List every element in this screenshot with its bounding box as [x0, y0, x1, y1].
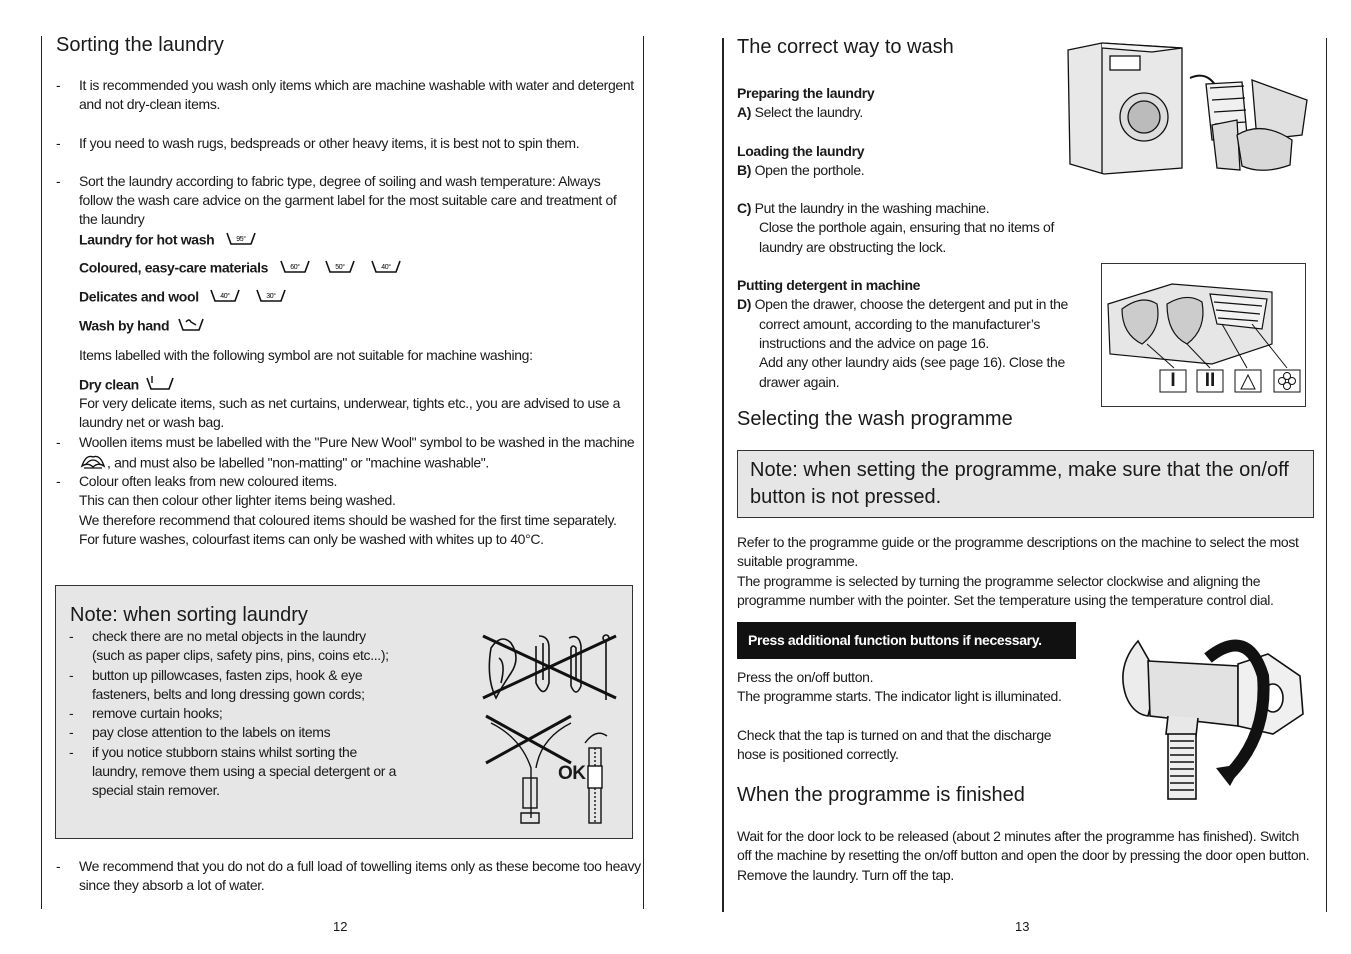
dryclean-text: For very delicate items, such as net curtains, underwear, tights etc., you are advised to use a laundry net or wash bag.	[79, 395, 621, 431]
bullet-text: If you need to wash rugs, bedspreads or other heavy items, it is best not to spin them.	[79, 134, 580, 151]
note-item: - pay close attention to the labels on items	[69, 724, 331, 741]
wash-temp-label: 50°	[335, 264, 345, 271]
step-b-label: B)	[737, 161, 752, 178]
note-item-text: button up pillowcases, fasten zips, hook & eye fasteners, belts and long dressing gown cords;	[92, 666, 365, 702]
select-note-box	[737, 450, 1314, 518]
colour-line: For future washes, colourfast items can only be washed with whites up to 40°C.	[79, 530, 544, 547]
wash-temp-label: 40°	[220, 293, 231, 300]
care-hot-row	[79, 230, 256, 251]
note-item-text: check there are no metal objects in the laundry (such as paper clips, safety pins, pins, coins etc...);	[92, 628, 389, 664]
page-number-left: 12	[333, 919, 348, 934]
preparing-section	[737, 84, 1077, 392]
hand-wash-icon	[178, 316, 204, 337]
detergent-heading: Putting detergent in machine	[737, 277, 921, 294]
step-b-text: Open the porthole.	[751, 161, 865, 178]
bullet-text: Sort the laundry according to fabric type, degree of soiling and wash temperature: Always follow the wash care advice on the garment label for the most suitable care and treatment of the laundry	[79, 172, 617, 228]
select-para-1: Refer to the programme guide or the programme descriptions on the machine to select the most suitable programme.	[737, 534, 1299, 570]
step-d-continued: correct amount, according to the manufacturer’s instructions and the advice on page 16.	[759, 315, 1041, 351]
finished-title: When the programme is finished	[737, 784, 1025, 806]
water-tap-illustration	[1118, 636, 1308, 804]
colour-line: This can then colour other lighter items being washed.	[79, 492, 396, 509]
care-coloured-label: Coloured, easy-care materials	[79, 259, 269, 276]
bullet-wool: - Woollen items must be labelled with the "Pure New Wool" symbol to be washed in the machine , and must also be labelled "non-matting" or "machine washable".	[56, 433, 651, 476]
left-page-left-rule	[41, 36, 42, 909]
right-page-left-rule	[722, 38, 724, 912]
towel-note-text: We recommend that you do not do a full load of towelling items only as these become too heavy since they absorb a lot of water.	[79, 858, 641, 894]
wash-tub-icon	[256, 287, 286, 308]
drawer-label-wash: II	[1204, 370, 1216, 391]
not-suitable-text: Items labelled with the following symbol are not suitable for machine washing:	[79, 347, 533, 363]
care-delicates-label: Delicates and wool	[79, 288, 199, 305]
washing-machine-illustration	[1062, 40, 1314, 176]
step-a	[737, 103, 1077, 122]
step-d-label: D)	[737, 296, 752, 313]
right-page-right-rule	[1326, 38, 1327, 912]
bullet-text: It is recommended you wash only items which are machine washable with water and detergent and not dry-clean items.	[79, 77, 634, 113]
note-item-text: if you notice stubborn stains whilst sorting the laundry, remove them using a special detergent or a special stain remover.	[92, 743, 397, 799]
correct-way-title: The correct way to wash	[737, 36, 954, 58]
bullet-item: - If you need to wash rugs, bedspreads or other heavy items, it is best not to spin them.	[56, 134, 580, 151]
bullet-towel: - We recommend that you do not do a full load of towelling items only as these become too heavy since they absorb a lot of water.	[56, 858, 641, 894]
care-delicates-row	[79, 287, 286, 308]
wash-tub-icon	[280, 258, 310, 279]
load-heading: Loading the laundry	[737, 142, 865, 159]
finished-text: Wait for the door lock to be released (about 2 minutes after the programme has finished). Switch off the machine by resetting the on/off button and open the door by pressing the door open button. Remove the laundry. Turn off the tap.	[737, 828, 1310, 883]
step-c-continued: Close the porthole again, ensuring that no items of laundry are obstructing the lock.	[759, 219, 1055, 255]
wash-tub-icon	[226, 230, 256, 251]
note-item: - if you notice stubborn stains whilst sorting the laundry, remove them using a special detergent or a special stain remover.	[69, 743, 397, 799]
page-number-right: 13	[1015, 919, 1030, 934]
selecting-title: Selecting the wash programme	[737, 408, 1013, 430]
detergent-drawer-figure	[1101, 263, 1306, 407]
wash-temp-label: 40°	[380, 264, 391, 271]
care-coloured-row	[79, 258, 401, 279]
wash-temp-label: 60°	[289, 264, 300, 271]
wash-temp-label: 95°	[236, 236, 246, 243]
care-hot-label: Laundry for hot wash	[79, 231, 215, 248]
note-item-text: remove curtain hooks;	[92, 705, 223, 722]
starts-text: The programme starts. The indicator light is illuminated.	[737, 688, 1062, 705]
step-d-continued-2: Add any other laundry aids (see page 16). Close the drawer again.	[759, 354, 1065, 390]
step-a-text: Select the laundry.	[751, 104, 863, 121]
start-steps	[737, 668, 1087, 764]
note-item: - check there are no metal objects in the laundry (such as paper clips, safety pins, pins, coins etc...);	[69, 628, 389, 664]
note-item-text: pay close attention to the labels on items	[92, 724, 331, 741]
step-c-text: Put the laundry in the washing machine.	[751, 200, 990, 217]
colour-line: Colour often leaks from new coloured items.	[79, 473, 338, 489]
colour-line: We therefore recommend that coloured items should be washed for the first time separately.	[79, 511, 617, 528]
select-paragraphs	[737, 533, 1312, 610]
bullet-item: - It is recommended you wash only items which are machine washable with water and detergent and not dry-clean items.	[56, 77, 634, 113]
select-note-text: Note: when setting the programme, make sure that the on/off button is not pressed.	[750, 459, 1289, 508]
sorting-note-title: Note: when sorting laundry	[70, 604, 308, 626]
sorting-note-list	[69, 627, 399, 801]
wool-text-tail: , and must also be labelled "non-matting" or "machine washable".	[107, 454, 489, 471]
press-banner	[737, 622, 1076, 659]
step-d-text: Open the drawer, choose the detergent and put in the	[751, 296, 1068, 313]
step-c-label: C)	[737, 200, 752, 217]
step-d	[737, 295, 1077, 314]
metal-objects-illustration	[481, 628, 621, 828]
select-para-2: The programme is selected by turning the programme selector clockwise and aligning the programme number with the pointer. Set the temperature using the temperature control dial.	[737, 572, 1274, 608]
bullet-item: - Sort the laundry according to fabric type, degree of soiling and wash temperature: Always follow the wash care advice on the garment label for the most suitable care and treatment of the laundry	[56, 172, 617, 228]
care-hand-label: Wash by hand	[79, 317, 170, 334]
prep-heading: Preparing the laundry	[737, 85, 875, 101]
wash-tub-icon	[210, 287, 240, 308]
bullet-colour: - Colour often leaks from new coloured items. This can then colour other lighter items being washed. We therefore recommend that coloured items should be washed for the first time separately. For future washes, colourfast items can only be washed with whites up to 40°C.	[56, 472, 639, 549]
wool-text: Woollen items must be labelled with the "Pure New Wool" symbol to be washed in the machine	[79, 434, 635, 450]
wash-temp-label: 30°	[266, 293, 276, 300]
note-item: - remove curtain hooks;	[69, 705, 223, 722]
step-c	[737, 199, 1077, 218]
care-dryclean-label: Dry clean	[79, 376, 139, 393]
note-item: - button up pillowcases, fasten zips, hook & eye fasteners, belts and long dressing gown cords;	[69, 666, 365, 702]
step-b	[737, 161, 1077, 180]
drawer-label-prewash: I	[1170, 370, 1176, 391]
wash-tub-icon	[371, 258, 401, 279]
wash-tub-icon	[325, 258, 355, 279]
step-a-label: A)	[737, 104, 752, 121]
press-on-text: Press the on/off button.	[737, 669, 874, 685]
zip-ok-label: OK	[558, 763, 586, 784]
sorting-title: Sorting the laundry	[56, 34, 224, 56]
press-banner-text: Press additional function buttons if necessary.	[748, 632, 1042, 648]
check-tap-text: Check that the tap is turned on and that the discharge hose is positioned correctly.	[737, 726, 1052, 762]
bullet-list	[56, 76, 636, 230]
sorting-note-box	[55, 585, 633, 839]
care-hand-row	[79, 316, 204, 337]
